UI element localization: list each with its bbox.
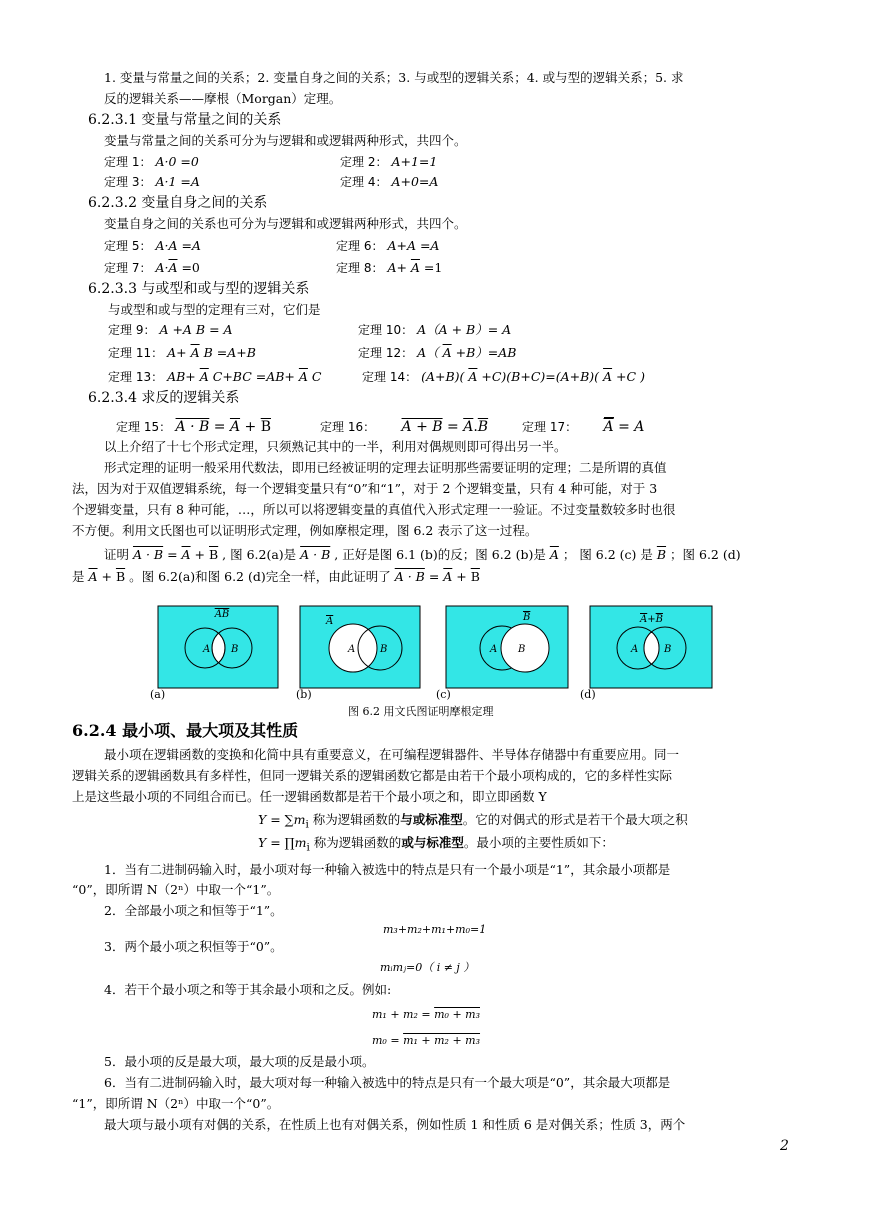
paragraph-proof-line-1: 形式定理的证明一般采用代数法，即用已经被证明的定理去证明那些需要证明的定理；二是所谓的真值 bbox=[104, 460, 667, 475]
venn-d-circle-a: A bbox=[631, 644, 639, 655]
subfig-d-label: (d) bbox=[580, 688, 596, 701]
venn-b-circle-b: B bbox=[380, 644, 388, 655]
paragraph-proof-line-2: 法，因为对于双值逻辑系统，每一个逻辑变量只有“0”和“1”，对于 2 个逻辑变量，只有 4 种可能，对于 3 bbox=[72, 481, 658, 496]
theorem-9: 定理 9： A +A B = A bbox=[108, 322, 233, 337]
theorem-16: 定理 16： $A + B = \overline{A}.\overline{B}$ bbox=[320, 419, 489, 435]
formula-product-of-sums: $Y = \prod m_i$ 称为逻辑函数的或与标准型。最小项的主要性质如下： bbox=[258, 835, 614, 854]
equation-product: mᵢmⱼ=0（ i ≠ j ） bbox=[380, 961, 475, 974]
section-heading-6234: 6.2.3.4 求反的逻辑关系 bbox=[88, 390, 240, 406]
page-number: 2 bbox=[780, 1138, 789, 1154]
proof-line-1: 证明 $A \cdot B = \overline{A} + \overline{B}$ , 图 6.2(a)是 A · B , 正好是图 6.1 (b)的反；图 6.2 (b)是 $\overline{A}$ ； 图 6.2 (c) 是 $\overline{B}$ ；图 6.2 (d) bbox=[104, 547, 741, 562]
theorem-7: 定理 7： $A\cdot\overline{A} =0$ bbox=[104, 260, 200, 275]
theorem-10: 定理 10： A（A + B）= A bbox=[358, 322, 512, 337]
duality-line: 最大项与最小项有对偶的关系，在性质上也有对偶关系，例如性质 1 和性质 6 是对偶关系；性质 3，两个 bbox=[104, 1117, 686, 1132]
s5-line-3: 上是这些最小项的不同组合而已。任一逻辑函数都是若干个最小项之和，即立即函数 Y bbox=[72, 789, 547, 804]
property-6-line-2: “1”，即所谓 N（2ⁿ）中取一个“0”。 bbox=[72, 1096, 280, 1111]
paragraph-proof-line-3: 个逻辑变量，只有 8 种可能，…，所以可以将逻辑变量的真值代入形式定理一一验证。不过变量数较多时也很 bbox=[72, 502, 676, 517]
section-heading-6233: 6.2.3.3 与或型和或与型的逻辑关系 bbox=[88, 281, 310, 297]
equation-example-1: m₁ + m₂ = m₀ + m₃ bbox=[372, 1008, 480, 1021]
property-4: 4．若干个最小项之和等于其余最小项和之反。例如: bbox=[104, 982, 392, 997]
theorem-3: 定理 3： A·1 =A bbox=[104, 174, 200, 189]
theorem-12: 定理 12： A（ $\overline{A} +B)=AB$ bbox=[358, 345, 517, 360]
venn-figure bbox=[150, 600, 730, 720]
venn-a-circle-b: B bbox=[231, 644, 239, 655]
theorem-11: 定理 11： $A+ \overline{A}$ B =A+B bbox=[108, 345, 256, 360]
property-1-line-2: “0”，即所谓 N（2ⁿ）中取一个“1”。 bbox=[72, 882, 280, 897]
venn-a bbox=[158, 606, 278, 688]
venn-c bbox=[446, 606, 568, 688]
property-2: 2．全部最小项之和恒等于“1”。 bbox=[104, 903, 283, 918]
formula-sum-of-products: $Y = \sum m_i$ 称为逻辑函数的与或标准型。它的对偶式的形式是若干个最大项之积 bbox=[258, 812, 688, 831]
figure-caption: 图 6.2 用文氏图证明摩根定理 bbox=[348, 705, 494, 718]
intro-line-2: 反的逻辑关系——摩根（Morgan）定理。 bbox=[104, 91, 342, 106]
paragraph-proof-line-4: 不方便。利用文氏图也可以证明形式定理，例如摩根定理，图 6.2 表示了这一过程。 bbox=[72, 523, 538, 538]
subfig-a-label: (a) bbox=[150, 688, 166, 701]
theorem-2: 定理 2： A+1=1 bbox=[340, 154, 438, 169]
subfig-b-label: (b) bbox=[296, 688, 312, 701]
equation-sum-all: m₃+m₂+m₁+m₀=1 bbox=[383, 923, 487, 936]
property-1-line-1: 1．当有二进制码输入时，最小项对每一种输入被选中的特点是只有一个最小项是“1”，其余最小项都是 bbox=[104, 862, 671, 877]
theorem-8: 定理 8： $A+ \overline{A} =1$ bbox=[336, 260, 443, 275]
theorem-15: 定理 15： $A \cdot B = \overline{A} + \overline{B}$ bbox=[116, 419, 271, 435]
section-heading-6231: 6.2.3.1 变量与常量之间的关系 bbox=[88, 112, 282, 128]
section-heading-624: 6.2.4 最小项、最大项及其性质 bbox=[72, 721, 299, 740]
proof-line-2: 是 $\overline{A} + \overline{B}$ 。图 6.2(a)和图 6.2 (d)完全一样，由此证明了 $A \cdot B = \overline{A} + \overline{B}$ bbox=[72, 569, 480, 584]
theorem-13: 定理 13： $AB+ \overline{A}$ $C+BC =AB+ \overline{A}$ C bbox=[108, 369, 322, 384]
theorem-6: 定理 6： A+A =A bbox=[336, 238, 440, 253]
theorem-1: 定理 1： A·0 =0 bbox=[104, 154, 199, 169]
s5-line-2: 逻辑关系的逻辑函数具有多样性，但同一逻辑关系的逻辑函数它都是由若干个最小项构成的，它的多样性实际 bbox=[72, 768, 673, 783]
theorem-4: 定理 4： A+0=A bbox=[340, 174, 439, 189]
property-3: 3．两个最小项之积恒等于“0”。 bbox=[104, 939, 283, 954]
venn-d bbox=[590, 606, 712, 688]
property-5: 5．最小项的反是最大项，最大项的反是最小项。 bbox=[104, 1054, 375, 1069]
venn-b-label: A bbox=[326, 616, 334, 627]
section-heading-6232: 6.2.3.2 变量自身之间的关系 bbox=[88, 195, 268, 211]
venn-a-label: AB bbox=[214, 609, 230, 620]
section-desc-6232: 变量自身之间的关系也可分为与逻辑和或逻辑两种形式，共四个。 bbox=[104, 216, 467, 231]
subfig-c-label: (c) bbox=[436, 688, 451, 701]
property-6-line-1: 6．当有二进制码输入时，最大项对每一种输入被选中的特点是只有一个最大项是“0”，其余最大项都是 bbox=[104, 1075, 671, 1090]
s5-line-1: 最小项在逻辑函数的变换和化简中具有重要意义，在可编程逻辑器件、半导体存储器中有重要应用。同一 bbox=[104, 747, 680, 762]
venn-d-label: A+B bbox=[640, 614, 663, 625]
venn-b bbox=[300, 606, 420, 688]
venn-d-circle-b: B bbox=[664, 644, 672, 655]
section-desc-6231: 变量与常量之间的关系可分为与逻辑和或逻辑两种形式，共四个。 bbox=[104, 133, 467, 148]
venn-c-circle-a: A bbox=[490, 644, 498, 655]
theorem-5: 定理 5： A·A =A bbox=[104, 238, 201, 253]
section-desc-6233: 与或型和或与型的定理有三对，它们是 bbox=[108, 302, 321, 317]
venn-c-circle-b: B bbox=[518, 644, 526, 655]
theorem-17: 定理 17： $\overline{A} = A$ bbox=[522, 419, 645, 435]
intro-line-1: 1. 变量与常量之间的关系；2. 变量自身之间的关系；3. 与或型的逻辑关系；4. 或与型的逻辑关系；5. 求 bbox=[104, 70, 684, 85]
theorem-14: 定理 14： (A+B)( $\overline{A} +C)(B+C)=(A+B)$( $\overline{A} +C$ ) bbox=[362, 369, 645, 384]
venn-a-circle-a: A bbox=[203, 644, 211, 655]
venn-c-label: B bbox=[523, 612, 531, 623]
paragraph-summary: 以上介绍了十七个形式定理，只须熟记其中的一半，利用对偶规则即可得出另一半。 bbox=[104, 439, 567, 454]
venn-b-circle-a: A bbox=[348, 644, 356, 655]
equation-example-2: m₀ = m₁ + m₂ + m₃ bbox=[372, 1034, 481, 1047]
